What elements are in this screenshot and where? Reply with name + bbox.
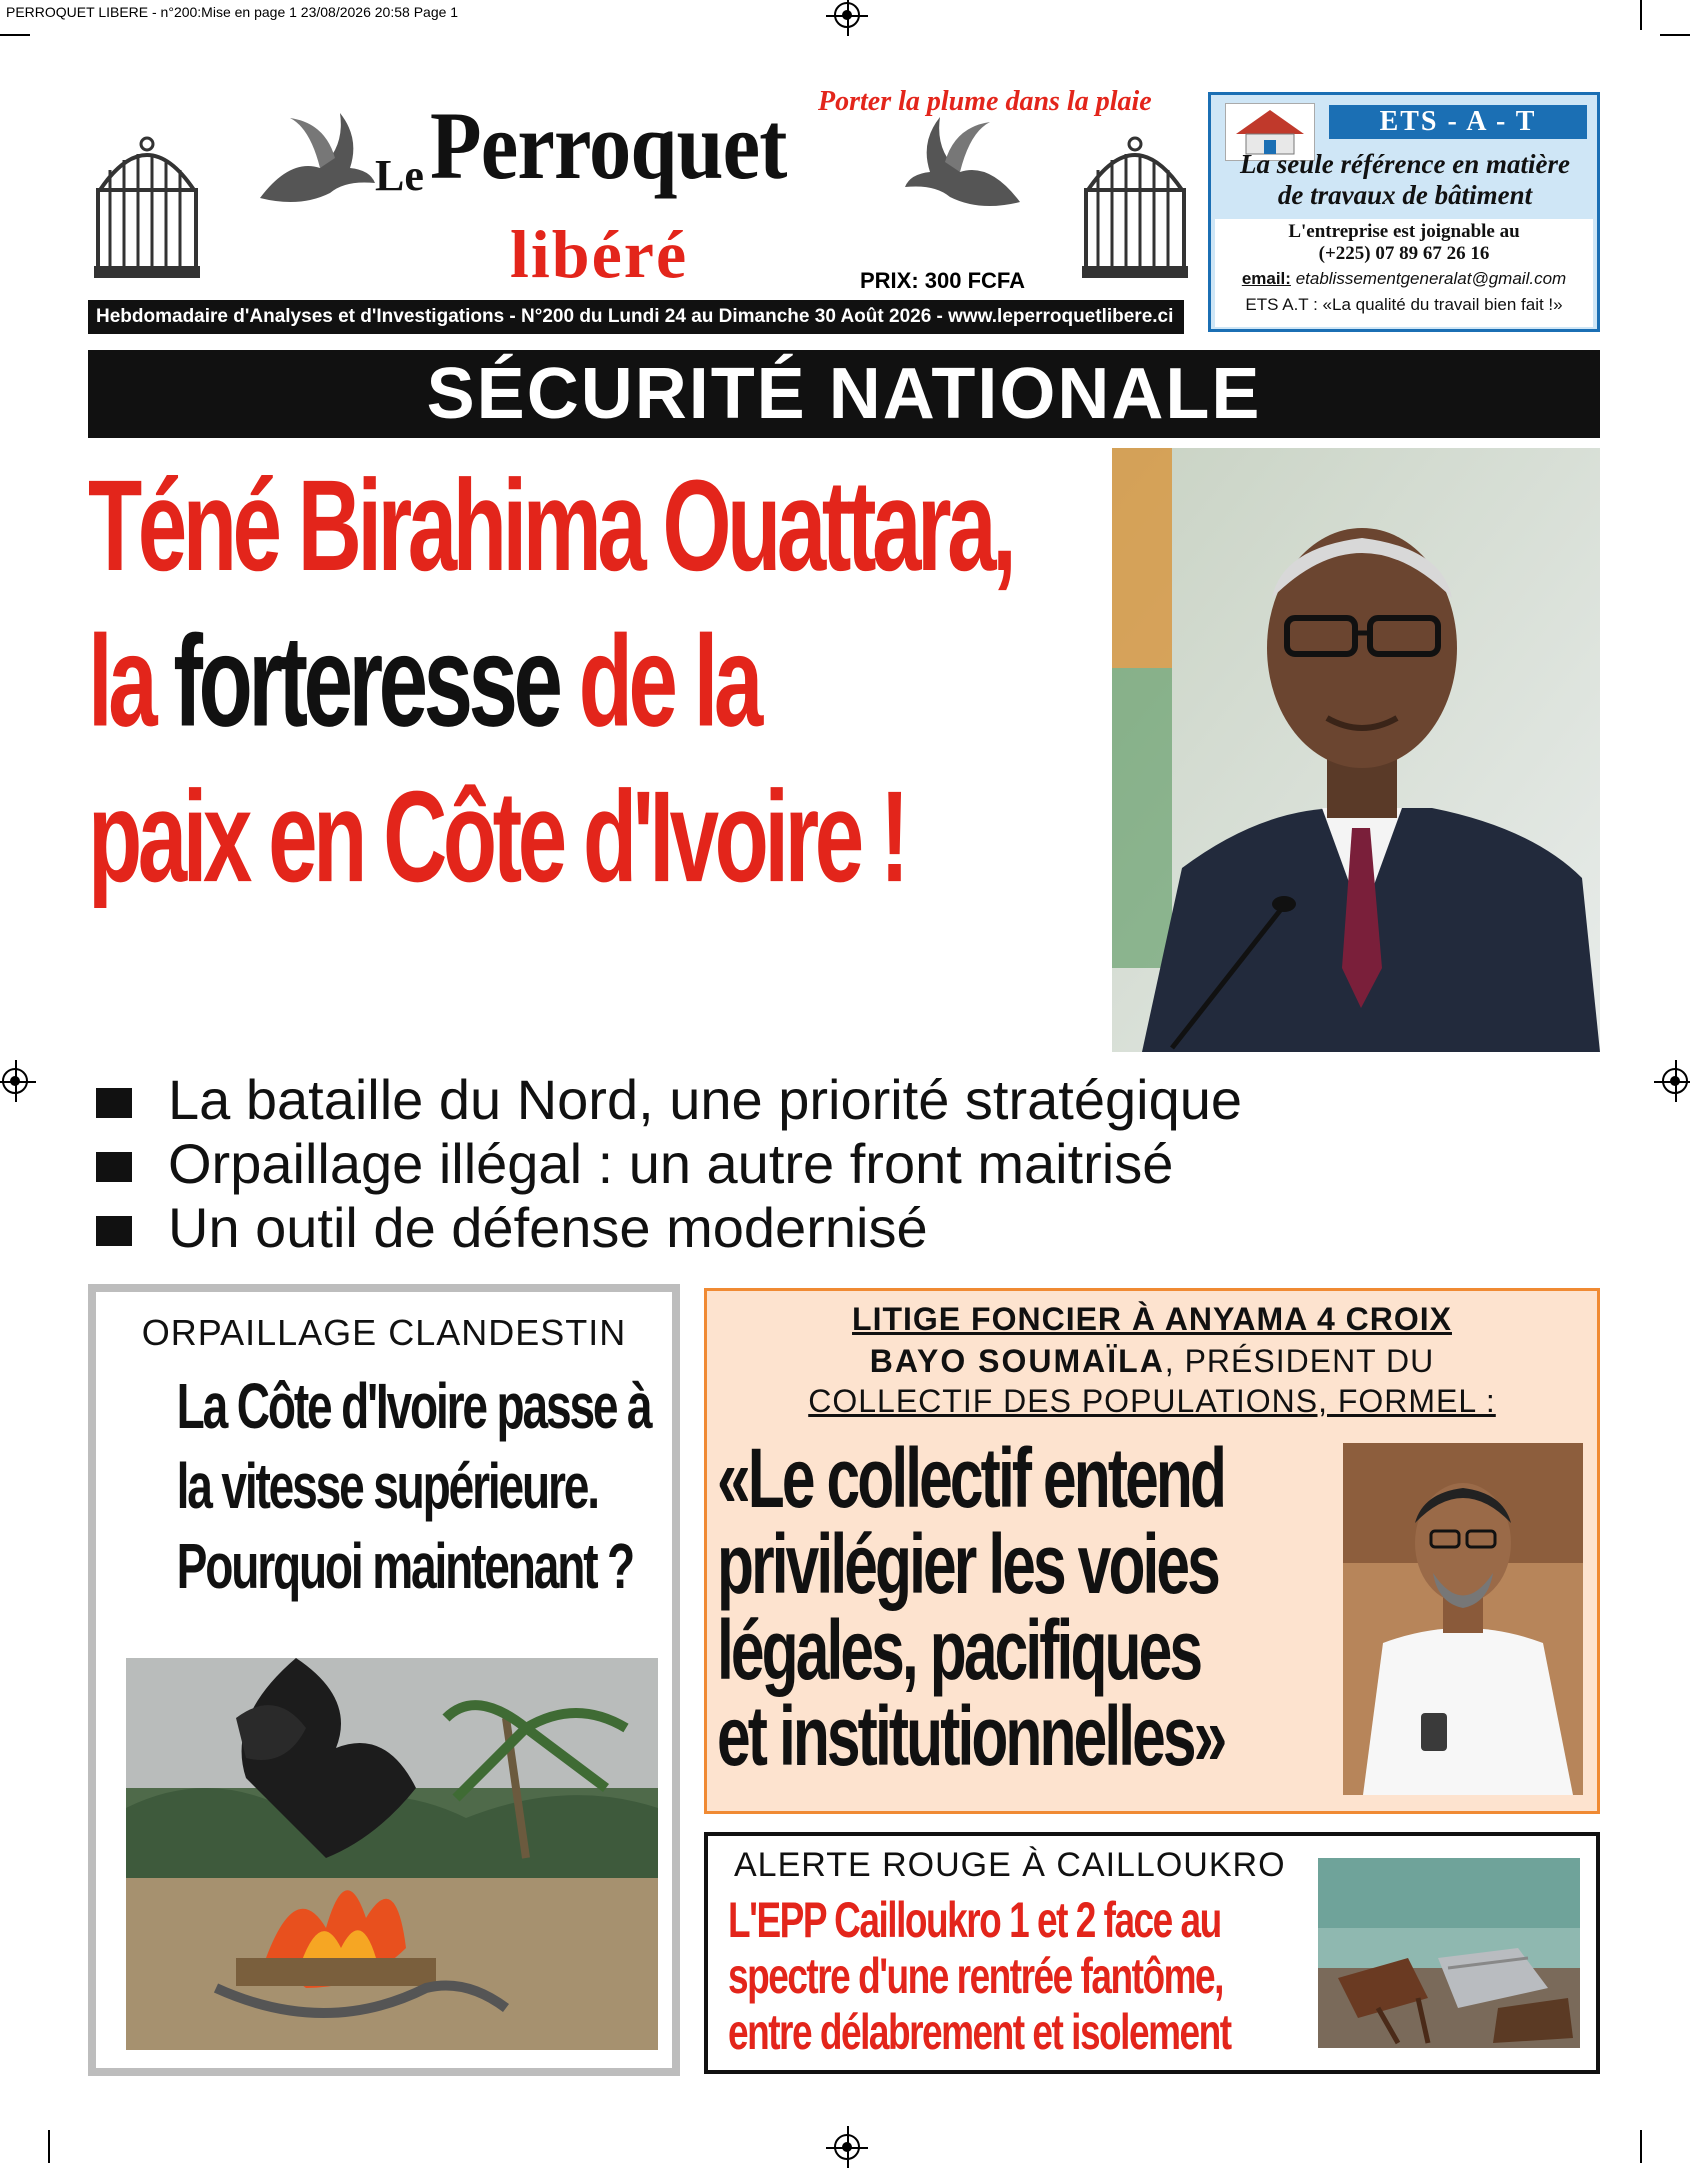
registration-mark-icon [1662, 1068, 1688, 1094]
story-headline-line: la vitesse supérieure. [176, 1450, 598, 1522]
story-orpaillage[interactable] [88, 1284, 680, 2076]
story-cailloukro[interactable] [704, 1832, 1600, 2074]
story-headline-line: La Côte d'Ivoire passe à [176, 1370, 651, 1442]
headline-emphasis: forteresse [173, 608, 559, 754]
story-headline-line: entre délabrement et isolement [728, 2004, 1231, 2060]
headline-segment: la [88, 608, 174, 754]
birdcage-icon [92, 130, 202, 280]
bullet-item[interactable] [96, 1196, 1242, 1260]
crop-mark [0, 34, 30, 36]
issue-tagline: Hebdomadaire d'Analyses et d'Investigations - N°200 du Lundi 24 au Dimanche 30 Août 2026 - www.leperroquetlibere.ci [88, 300, 1184, 334]
classroom-photo [1318, 1858, 1580, 2048]
bullet-text: Orpaillage illégal : un autre front maitrisé [168, 1132, 1174, 1195]
person-title: , PRÉSIDENT DU [1164, 1343, 1435, 1379]
ad-motto: ETS A.T : «La qualité du travail bien fait !» [1245, 295, 1563, 314]
price-label: PRIX: 300 FCFA [860, 268, 1026, 293]
ad-slogan-line: La seule référence en matière [1240, 149, 1570, 179]
story-headline [728, 1892, 1231, 2060]
headline-line [88, 604, 865, 760]
main-headline[interactable] [88, 448, 1013, 915]
story-person [707, 1343, 1597, 1380]
story-headline-line: L'EPP Cailloukro 1 et 2 face au [728, 1892, 1221, 1948]
bullet-item[interactable] [96, 1132, 1242, 1196]
slogan: Porter la plume dans la plaie [818, 86, 1152, 117]
quote-line: privilégier les voies [717, 1517, 1218, 1611]
square-bullet-icon [96, 1216, 132, 1246]
ad-email-label: email: [1241, 269, 1291, 288]
ad-phone: (+225) 07 89 67 26 16 [1318, 243, 1490, 264]
quote-line: «Le collectif entend [717, 1431, 1225, 1525]
fire-photo [126, 1658, 658, 2050]
ad-contact-panel [1215, 219, 1593, 327]
story-headline [176, 1366, 651, 1606]
story-kicker: ALERTE ROUGE À CAILLOUKRO [734, 1846, 1286, 1884]
crop-mark [1640, 0, 1642, 30]
section-title: SÉCURITÉ NATIONALE [88, 350, 1600, 438]
brand-suffix: libéré [510, 216, 689, 292]
main-photo [1112, 448, 1600, 1052]
quote-line: légales, pacifiques [717, 1603, 1201, 1697]
story-litige-foncier[interactable] [704, 1288, 1600, 1814]
bullet-list [96, 1068, 1242, 1260]
story-headline-line: spectre d'une rentrée fantôme, [728, 1948, 1223, 2004]
registration-mark-icon [834, 2134, 860, 2160]
birdcage-icon [1080, 130, 1190, 280]
registration-mark-icon [2, 1068, 28, 1094]
dove-icon [250, 108, 380, 218]
story-quote [717, 1431, 1225, 1783]
ad-contact [1215, 221, 1593, 265]
headline-line: Téné Birahima Ouattara, [88, 453, 1013, 599]
ad-title: ETS - A - T [1329, 105, 1587, 139]
headline-line: paix en Côte d'Ivoire ! [88, 764, 906, 910]
brand-prefix: Le [375, 151, 424, 200]
crop-mark [1660, 34, 1690, 36]
print-slug: PERROQUET LIBERE - n°200:Mise en page 1 23/08/2026 20:58 Page 1 [6, 4, 459, 20]
ad-slogan-line: de travaux de bâtiment [1277, 180, 1533, 210]
bullet-text: Un outil de défense modernisé [168, 1196, 928, 1259]
square-bullet-icon [96, 1152, 132, 1182]
crop-mark [48, 2130, 50, 2163]
ad-email [1215, 269, 1593, 289]
story-kicker: LITIGE FONCIER À ANYAMA 4 CROIX [852, 1301, 1452, 1337]
story-role: COLLECTIF DES POPULATIONS, FORMEL : [808, 1383, 1496, 1419]
quote-line: et institutionnelles» [717, 1689, 1225, 1783]
bullet-item[interactable] [96, 1068, 1242, 1132]
person-name: BAYO SOUMAÏLA [869, 1343, 1165, 1379]
crop-mark [1640, 2130, 1642, 2163]
portrait-photo [1343, 1443, 1583, 1795]
ad-contact-line: L'entreprise est joignable au [1288, 221, 1520, 242]
ad-slogan [1215, 149, 1595, 211]
story-headline-line: Pourquoi maintenant ? [176, 1530, 634, 1602]
brand-name: Perroquet [430, 92, 787, 199]
registration-mark-icon [834, 2, 860, 28]
square-bullet-icon [96, 1088, 132, 1118]
ad-email-value: etablissementgeneralat@gmail.com [1295, 269, 1567, 288]
story-kicker: ORPAILLAGE CLANDESTIN [141, 1312, 627, 1353]
dove-icon [900, 112, 1030, 222]
headline-segment: de la [558, 608, 759, 754]
advertisement-box [1208, 92, 1600, 332]
bullet-text: La bataille du Nord, une priorité stratégique [168, 1068, 1243, 1131]
